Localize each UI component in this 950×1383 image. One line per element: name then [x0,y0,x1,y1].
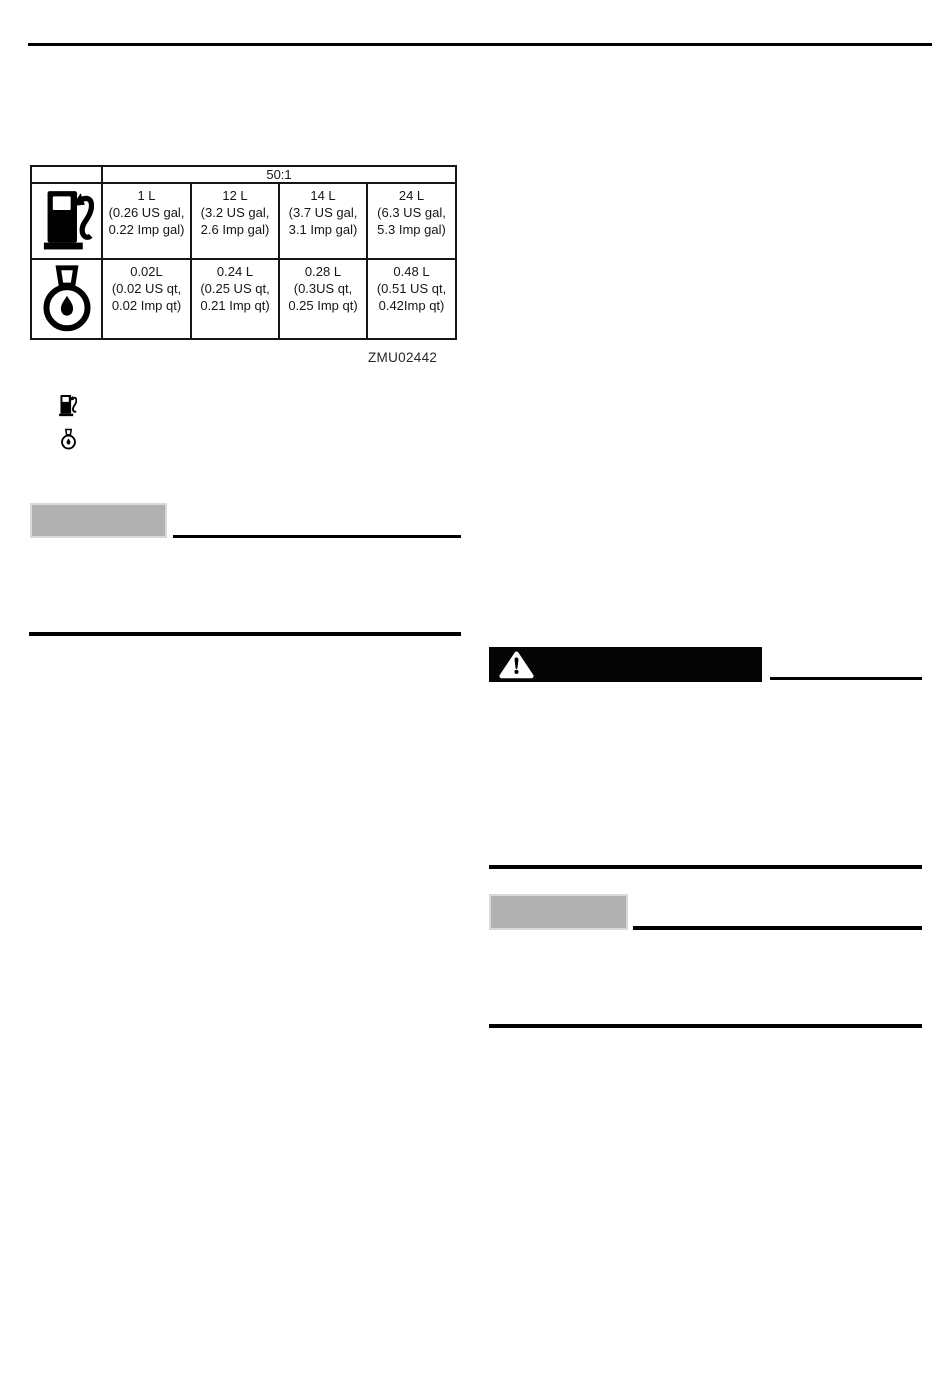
page-top-rule [28,43,932,46]
cell-line: (3.7 US gal, [288,205,358,220]
cell-line: 0.21 Imp qt) [200,298,270,313]
section-divider [29,632,461,636]
table-row [31,166,456,183]
cell-line: 0.25 Imp qt) [288,298,358,313]
fuel-pump-icon [58,394,77,417]
fuel-amount-cell [367,183,456,259]
warning-triangle-icon [498,650,535,680]
oil-amount-cell [279,259,367,339]
table-row [31,183,456,259]
cell-line: 0.02 Imp qt) [111,298,182,313]
cell-line: (6.3 US gal, [377,205,446,220]
fuel-amount-cell [191,183,279,259]
fuel-oil-mix-table-grid [30,165,457,340]
oil-amount-cell [102,259,191,339]
cell-line: 14 L [310,188,336,203]
heading-rule [633,926,922,930]
table-row [31,259,456,339]
warning-banner [489,647,762,682]
oil-icon [40,263,94,333]
cell-line: (0.51 US qt, [376,281,447,296]
cell-line: (0.25 US qt, [200,281,270,296]
tip-heading-box [489,894,628,930]
fuel-amount-cell [102,183,191,259]
oil-amount-cell [367,259,456,339]
heading-rule [173,535,461,538]
cell-line: (0.02 US qt, [111,281,182,296]
cell-line: 24 L [398,188,425,203]
heading-rule [770,677,922,680]
section-divider [489,865,922,869]
cell-line: 5.3 Imp gal) [377,222,446,237]
mix-ratio-header: 50:1 [102,166,456,183]
cell-line: 12 L [222,188,248,203]
cell-line: 0.22 Imp gal) [108,222,185,237]
cell-line: 0.48 L [393,264,430,279]
cell-line: 0.42Imp qt) [378,298,445,313]
table-corner-cell [31,166,102,183]
cell-line: 2.6 Imp gal) [200,222,270,237]
cell-line: (0.3US qt, [293,281,353,296]
fuel-amount-cell [279,183,367,259]
oil-icon-cell [31,259,102,339]
fuel-icon-cell [31,183,102,259]
cell-line: (0.26 US gal, [108,205,185,220]
cell-line: 0.28 L [304,264,342,279]
fuel-oil-mix-table [30,165,457,340]
cell-line: 1 L [137,188,156,203]
section-divider [489,1024,922,1028]
oil-amount-cell [191,259,279,339]
cell-line: 3.1 Imp gal) [288,222,358,237]
cell-line: 0.24 L [216,264,254,279]
oil-icon [60,428,77,450]
tip-heading-box [30,503,167,538]
fuel-pump-icon [40,189,94,251]
figure-code: ZMU02442 [368,350,438,365]
cell-line: 0.02L [130,264,163,279]
cell-line: (3.2 US gal, [200,205,270,220]
